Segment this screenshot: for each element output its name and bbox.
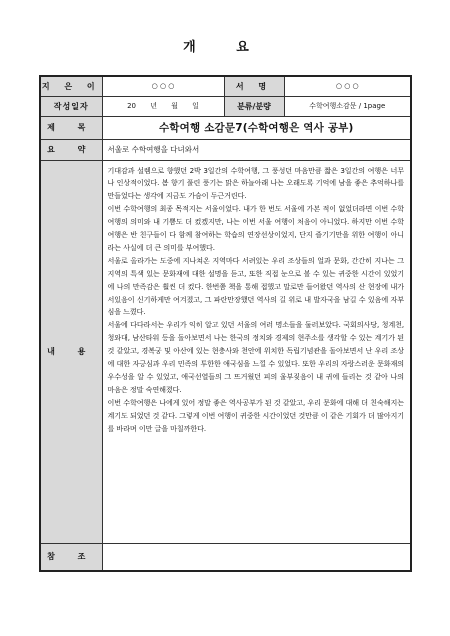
subject-value: 수학여행 소감문7(수학여행은 역사 공부) [102,116,411,139]
summary-value: 서울로 수학여행을 다녀와서 [102,139,411,160]
signature-label: 서 명 [224,76,284,96]
category-label: 분류/분량 [224,96,284,116]
date-row [40,96,411,116]
signature-value: ○ ○ ○ [284,76,411,96]
date-label: 작성일자 [40,96,102,116]
subject-label: 제 목 [40,116,102,139]
content-paragraph: 기대감과 설렘으로 향했던 2박 3일간의 수학여행, 그 풍성던 마음만큼 짧은 3일간의 여행은 너무나 인상적이었다. 봄 향기 풀린 풍기는 맑은 하늘아래 나는 오래도록 기억에 남을 좋은 추억하나를 만들었다는 생각에 지금도 가슴이 두근거린다. [107,165,404,201]
author-row [40,76,411,96]
overview-table [39,75,412,572]
content-paragraph: 이번 수학여행은 나에게 있어 정말 좋은 역사공부가 된 것 같았고, 우리 문화에 대해 더 친숙해지는 계기도 되었던 것 같다. 그렇게 이번 여행이 귀중한 시간이었던 것만큼 이 같은 기회가 더 많아지기를 바라며 이만 글을 마칠까한다. [107,397,404,433]
reference-row [40,543,411,571]
author-value: ○ ○ ○ [102,76,224,96]
content-row [40,160,411,543]
reference-label: 참 조 [40,543,102,571]
category-value: 수학여행소감문 / 1page [284,96,411,116]
summary-row [40,139,411,160]
page-title: 개 요 [183,40,267,55]
content-body [102,160,411,543]
content-paragraph: 이번 수학여행의 최종 목적지는 서울이었다. 내가 한 번도 서울에 가본 적이 없었더라면 이번 수학여행의 의미와 내 기쁨도 더 컸겠지만, 나는 이번 서울 여행이 처음이 아니었다. 하지만 이번 수학여행은 반 친구들이 다 함께 참여하는 학습의 연장선상이었지, 단지 즐기기만을 위한 여행이 아니라는 사실에 더 큰 의미를 부여했다. [107,204,404,252]
content-label: 내 용 [40,160,102,543]
date-value: 20 년 월 일 [102,96,224,116]
summary-label: 요 약 [40,139,102,160]
author-label: 지 은 이 [40,76,102,96]
content-paragraph: 서울에 다다라서는 우리가 익히 알고 있던 서울의 여러 명소들을 둘러보았다. 국회의사당, 청계천, 청와대, 남산타워 등을 돌아보면서 나는 한국의 정치와 경제의 현주소를 생각할 수 있는 계기가 된 것 같았고, 경복궁 및 아산에 있는 현충사와 천안에 위치한 독립기념관을 돌아보면서 난 우리 조상에 대한 자긍심과 우리 민족의 투한한 애국심을 느낄 수 있었다. 또한 우리의 자랑스러운 문화재의 우수성을 알 수 있었고, 애국선열들의 그 뜨거웠던 피의 울부짖음이 내 귀에 들리는 것 같아 나의 마음은 정말 숙연해졌다. [107,320,404,394]
subject-row [40,116,411,139]
content-paragraph: 서울로 올라가는 도중에 지나쳐온 지역마다 서려있는 우리 조상들의 얼과 문화, 간간히 지나는 그 지역의 특색 있는 문화재에 대한 설명을 듣고, 또한 직접 눈으로 볼 수 있는 귀중한 시간이 있었기에 나의 만족감은 훨씬 더 컸다. 한번쯤 책을 통해 접했고 말로만 들어왔던 역사의 산 현장에 내가 서있음이 신기하게만 여겨졌고, 그 파란만장했던 역사의 길 위로 내 발자국을 남길 수 있음에 자부심을 느꼈다. [107,255,404,317]
reference-value [102,543,411,571]
